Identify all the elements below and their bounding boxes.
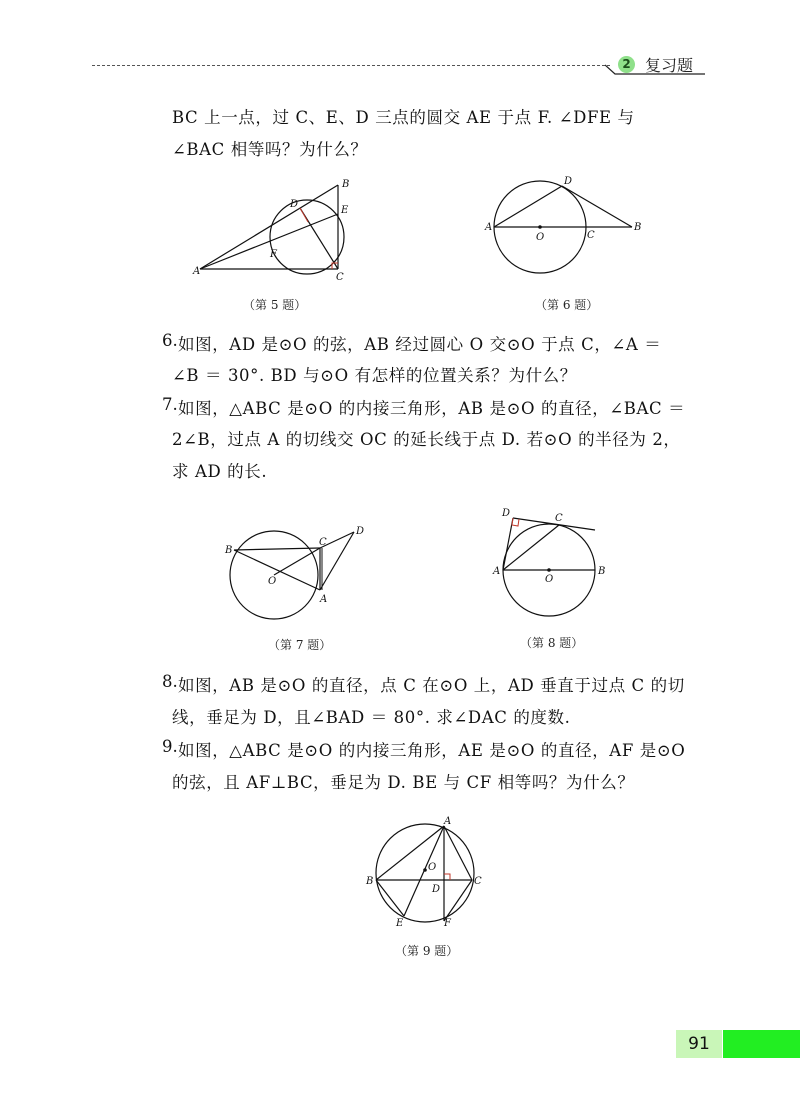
header-rule [92,65,610,66]
problem7-number: 7. [162,395,178,414]
fig9-caption: （第 9 题） [395,944,459,958]
fig7-label-D: D [356,526,365,537]
fig8-label-A: A [493,566,501,577]
problem7-line2: 2∠B，过点 A 的切线交 OC 的延长线于点 D. 若⊙O 的半径为 2， [172,430,681,449]
fig6-label-A: A [485,222,493,233]
fig9-label-O: O [428,862,437,873]
problem8-number: 8. [162,672,178,691]
figure-5 [190,170,370,285]
problem8-line1: 如图，AB 是⊙O 的直径，点 C 在⊙O 上，AD 垂直于过点 C 的切 [178,676,685,695]
problem5-line2: ∠BAC 相等吗？为什么？ [172,140,368,159]
fig8-label-O: O [545,574,554,585]
fig5-label-D: D [290,199,299,210]
page-number: 91 [676,1030,722,1058]
fig6-label-O: O [536,232,545,243]
fig6-label-B: B [634,222,642,233]
fig5-caption: （第 5 题） [243,298,307,312]
fig5-label-E: E [341,205,349,216]
problem5-line1: BC 上一点，过 C、E、D 三点的圆交 AE 于点 F. ∠DFE 与 [172,108,635,127]
fig7-label-A: A [320,594,328,605]
problem7-line3: 求 AD 的长. [172,462,268,481]
problem6-number: 6. [162,331,178,350]
fig9-label-E: E [396,918,404,929]
fig7-label-B: B [225,545,233,556]
fig9-label-C: C [474,876,482,887]
figure-9 [360,812,490,932]
problem7-line1: 如图，△ABC 是⊙O 的内接三角形，AB 是⊙O 的直径，∠BAC ＝ [178,399,686,418]
fig8-label-B: B [598,566,606,577]
fig7-caption: （第 7 题） [268,638,332,652]
problem8-line2: 线，垂足为 D，且∠BAD ＝ 80°. 求∠DAC 的度数. [172,708,571,727]
problem6-line2: ∠B ＝ 30°. BD 与⊙O 有怎样的位置关系？为什么？ [172,366,577,385]
fig9-label-D: D [432,884,441,895]
problem6-line1: 如图，AD 是⊙O 的弦，AB 经过圆心 O 交⊙O 于点 C，∠A ＝ [178,335,662,354]
chapter-number-badge: 2 [618,56,635,73]
problem9-line2: 的弦，且 AF⊥BC，垂足为 D. BE 与 CF 相等吗？为什么？ [172,773,635,792]
fig5-label-F: F [270,249,277,260]
fig6-caption: （第 6 题） [535,298,599,312]
fig5-label-C: C [336,272,344,283]
fig5-label-A: A [193,266,201,277]
fig8-caption: （第 8 题） [520,636,584,650]
fig6-label-D: D [564,176,573,187]
fig8-label-C: C [555,513,563,524]
fig8-label-D: D [502,508,511,519]
fig6-label-C: C [587,230,595,241]
chapter-title: 复习题 [645,56,694,75]
fig9-label-A: A [444,816,452,827]
figure-8 [485,500,615,630]
footer-accent-bar [723,1030,800,1058]
fig7-label-C: C [319,537,327,548]
problem9-number: 9. [162,737,178,756]
fig5-label-B: B [342,179,350,190]
figure-6 [482,170,652,285]
fig9-label-F: F [444,918,451,929]
problem9-line1: 如图，△ABC 是⊙O 的内接三角形，AE 是⊙O 的直径，AF 是⊙O [178,741,686,760]
fig7-label-O: O [268,576,277,587]
fig9-label-B: B [366,876,374,887]
figure-7 [222,520,382,630]
